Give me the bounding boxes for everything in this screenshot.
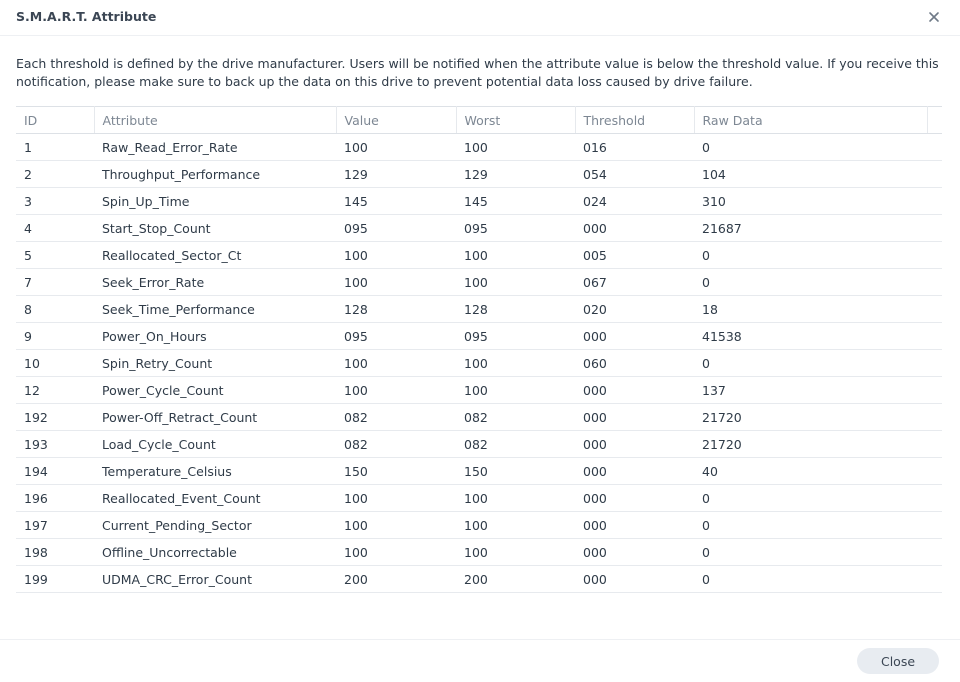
cell-threshold: 060 — [575, 350, 694, 377]
table-row[interactable] — [16, 296, 942, 323]
cell-id: 2 — [16, 161, 94, 188]
cell-id: 7 — [16, 269, 94, 296]
close-icon[interactable] — [924, 7, 944, 27]
table-row[interactable] — [16, 566, 942, 593]
cell-threshold: 000 — [575, 323, 694, 350]
cell-filler — [927, 134, 942, 161]
table-row[interactable] — [16, 269, 942, 296]
cell-filler — [927, 404, 942, 431]
cell-attribute: Start_Stop_Count — [94, 215, 336, 242]
table-row[interactable] — [16, 512, 942, 539]
cell-id: 197 — [16, 512, 94, 539]
cell-value: 200 — [336, 566, 456, 593]
cell-attribute: Seek_Time_Performance — [94, 296, 336, 323]
cell-threshold: 016 — [575, 134, 694, 161]
cell-id: 5 — [16, 242, 94, 269]
cell-raw-data: 310 — [694, 188, 927, 215]
column-header-raw-data[interactable]: Raw Data — [694, 107, 927, 134]
cell-raw-data: 21720 — [694, 431, 927, 458]
cell-attribute: Reallocated_Sector_Ct — [94, 242, 336, 269]
cell-worst: 100 — [456, 539, 575, 566]
cell-worst: 095 — [456, 215, 575, 242]
column-header-id[interactable]: ID — [16, 107, 94, 134]
cell-filler — [927, 485, 942, 512]
smart-attribute-table-wrap — [16, 106, 942, 593]
column-header-attribute[interactable]: Attribute — [94, 107, 336, 134]
cell-attribute: UDMA_CRC_Error_Count — [94, 566, 336, 593]
cell-threshold: 000 — [575, 566, 694, 593]
column-header-filler — [927, 107, 942, 134]
cell-id: 12 — [16, 377, 94, 404]
cell-threshold: 000 — [575, 215, 694, 242]
cell-filler — [927, 269, 942, 296]
cell-threshold: 020 — [575, 296, 694, 323]
cell-attribute: Throughput_Performance — [94, 161, 336, 188]
close-button[interactable]: Close — [857, 648, 939, 674]
cell-filler — [927, 296, 942, 323]
cell-filler — [927, 188, 942, 215]
cell-attribute: Load_Cycle_Count — [94, 431, 336, 458]
cell-threshold: 000 — [575, 512, 694, 539]
table-row[interactable] — [16, 215, 942, 242]
cell-id: 1 — [16, 134, 94, 161]
cell-raw-data: 0 — [694, 566, 927, 593]
cell-value: 100 — [336, 269, 456, 296]
dialog-description: Each threshold is defined by the drive manufacturer. Users will be notified when the attribute value is below the threshold value. If you receive this notification, please make sure to back up the data on this drive to prevent potential data loss caused by drive failure. — [16, 56, 939, 89]
cell-threshold: 005 — [575, 242, 694, 269]
cell-attribute: Offline_Uncorrectable — [94, 539, 336, 566]
cell-filler — [927, 458, 942, 485]
column-header-threshold[interactable]: Threshold — [575, 107, 694, 134]
cell-worst: 100 — [456, 242, 575, 269]
cell-threshold: 067 — [575, 269, 694, 296]
cell-worst: 100 — [456, 512, 575, 539]
cell-raw-data: 0 — [694, 242, 927, 269]
cell-attribute: Power-Off_Retract_Count — [94, 404, 336, 431]
table-row[interactable] — [16, 188, 942, 215]
table-row[interactable] — [16, 161, 942, 188]
cell-value: 100 — [336, 485, 456, 512]
cell-worst: 129 — [456, 161, 575, 188]
cell-id: 192 — [16, 404, 94, 431]
cell-value: 095 — [336, 215, 456, 242]
cell-attribute: Spin_Up_Time — [94, 188, 336, 215]
table-row[interactable] — [16, 350, 942, 377]
table-row[interactable] — [16, 323, 942, 350]
cell-value: 100 — [336, 512, 456, 539]
cell-value: 150 — [336, 458, 456, 485]
cell-raw-data: 0 — [694, 512, 927, 539]
cell-threshold: 000 — [575, 377, 694, 404]
cell-attribute: Current_Pending_Sector — [94, 512, 336, 539]
cell-raw-data: 104 — [694, 161, 927, 188]
cell-filler — [927, 539, 942, 566]
cell-filler — [927, 323, 942, 350]
column-header-value[interactable]: Value — [336, 107, 456, 134]
cell-filler — [927, 431, 942, 458]
cell-raw-data: 0 — [694, 134, 927, 161]
cell-worst: 100 — [456, 485, 575, 512]
cell-attribute: Seek_Error_Rate — [94, 269, 336, 296]
cell-threshold: 000 — [575, 404, 694, 431]
cell-id: 10 — [16, 350, 94, 377]
cell-filler — [927, 512, 942, 539]
cell-attribute: Power_Cycle_Count — [94, 377, 336, 404]
table-body — [16, 134, 942, 593]
cell-value: 128 — [336, 296, 456, 323]
cell-value: 082 — [336, 431, 456, 458]
cell-filler — [927, 215, 942, 242]
cell-attribute: Power_On_Hours — [94, 323, 336, 350]
cell-id: 4 — [16, 215, 94, 242]
cell-worst: 082 — [456, 431, 575, 458]
cell-id: 3 — [16, 188, 94, 215]
cell-value: 095 — [336, 323, 456, 350]
cell-worst: 128 — [456, 296, 575, 323]
table-row[interactable] — [16, 242, 942, 269]
cell-value: 129 — [336, 161, 456, 188]
cell-attribute: Reallocated_Event_Count — [94, 485, 336, 512]
table-row[interactable] — [16, 431, 942, 458]
cell-threshold: 000 — [575, 431, 694, 458]
table-row[interactable] — [16, 134, 942, 161]
cell-raw-data: 137 — [694, 377, 927, 404]
cell-threshold: 000 — [575, 485, 694, 512]
cell-filler — [927, 161, 942, 188]
cell-filler — [927, 566, 942, 593]
cell-value: 100 — [336, 350, 456, 377]
cell-id: 194 — [16, 458, 94, 485]
cell-worst: 095 — [456, 323, 575, 350]
cell-value: 100 — [336, 539, 456, 566]
cell-attribute: Temperature_Celsius — [94, 458, 336, 485]
cell-filler — [927, 377, 942, 404]
table-row[interactable] — [16, 404, 942, 431]
cell-attribute: Raw_Read_Error_Rate — [94, 134, 336, 161]
table-row[interactable] — [16, 458, 942, 485]
cell-raw-data: 0 — [694, 269, 927, 296]
cell-id: 199 — [16, 566, 94, 593]
dialog-footer — [0, 639, 960, 682]
cell-threshold: 024 — [575, 188, 694, 215]
cell-raw-data: 41538 — [694, 323, 927, 350]
cell-raw-data: 0 — [694, 539, 927, 566]
cell-worst: 200 — [456, 566, 575, 593]
cell-raw-data: 18 — [694, 296, 927, 323]
cell-filler — [927, 350, 942, 377]
cell-id: 8 — [16, 296, 94, 323]
dialog-title: S.M.A.R.T. Attribute — [16, 9, 157, 24]
dialog-titlebar — [0, 0, 960, 36]
cell-raw-data: 0 — [694, 485, 927, 512]
smart-attribute-table — [16, 106, 942, 593]
cell-worst: 100 — [456, 377, 575, 404]
table-header-row — [16, 107, 942, 134]
cell-raw-data: 21720 — [694, 404, 927, 431]
cell-worst: 145 — [456, 188, 575, 215]
table-row[interactable] — [16, 485, 942, 512]
cell-filler — [927, 242, 942, 269]
cell-raw-data: 40 — [694, 458, 927, 485]
cell-id: 9 — [16, 323, 94, 350]
cell-id: 196 — [16, 485, 94, 512]
cell-id: 193 — [16, 431, 94, 458]
table-row[interactable] — [16, 539, 942, 566]
cell-worst: 082 — [456, 404, 575, 431]
cell-attribute: Spin_Retry_Count — [94, 350, 336, 377]
cell-threshold: 000 — [575, 458, 694, 485]
cell-value: 145 — [336, 188, 456, 215]
cell-threshold: 000 — [575, 539, 694, 566]
cell-worst: 100 — [456, 134, 575, 161]
cell-raw-data: 21687 — [694, 215, 927, 242]
cell-value: 100 — [336, 242, 456, 269]
cell-raw-data: 0 — [694, 350, 927, 377]
cell-worst: 100 — [456, 350, 575, 377]
cell-worst: 150 — [456, 458, 575, 485]
cell-threshold: 054 — [575, 161, 694, 188]
column-header-worst[interactable]: Worst — [456, 107, 575, 134]
cell-value: 082 — [336, 404, 456, 431]
cell-value: 100 — [336, 134, 456, 161]
cell-id: 198 — [16, 539, 94, 566]
cell-worst: 100 — [456, 269, 575, 296]
table-row[interactable] — [16, 377, 942, 404]
cell-value: 100 — [336, 377, 456, 404]
